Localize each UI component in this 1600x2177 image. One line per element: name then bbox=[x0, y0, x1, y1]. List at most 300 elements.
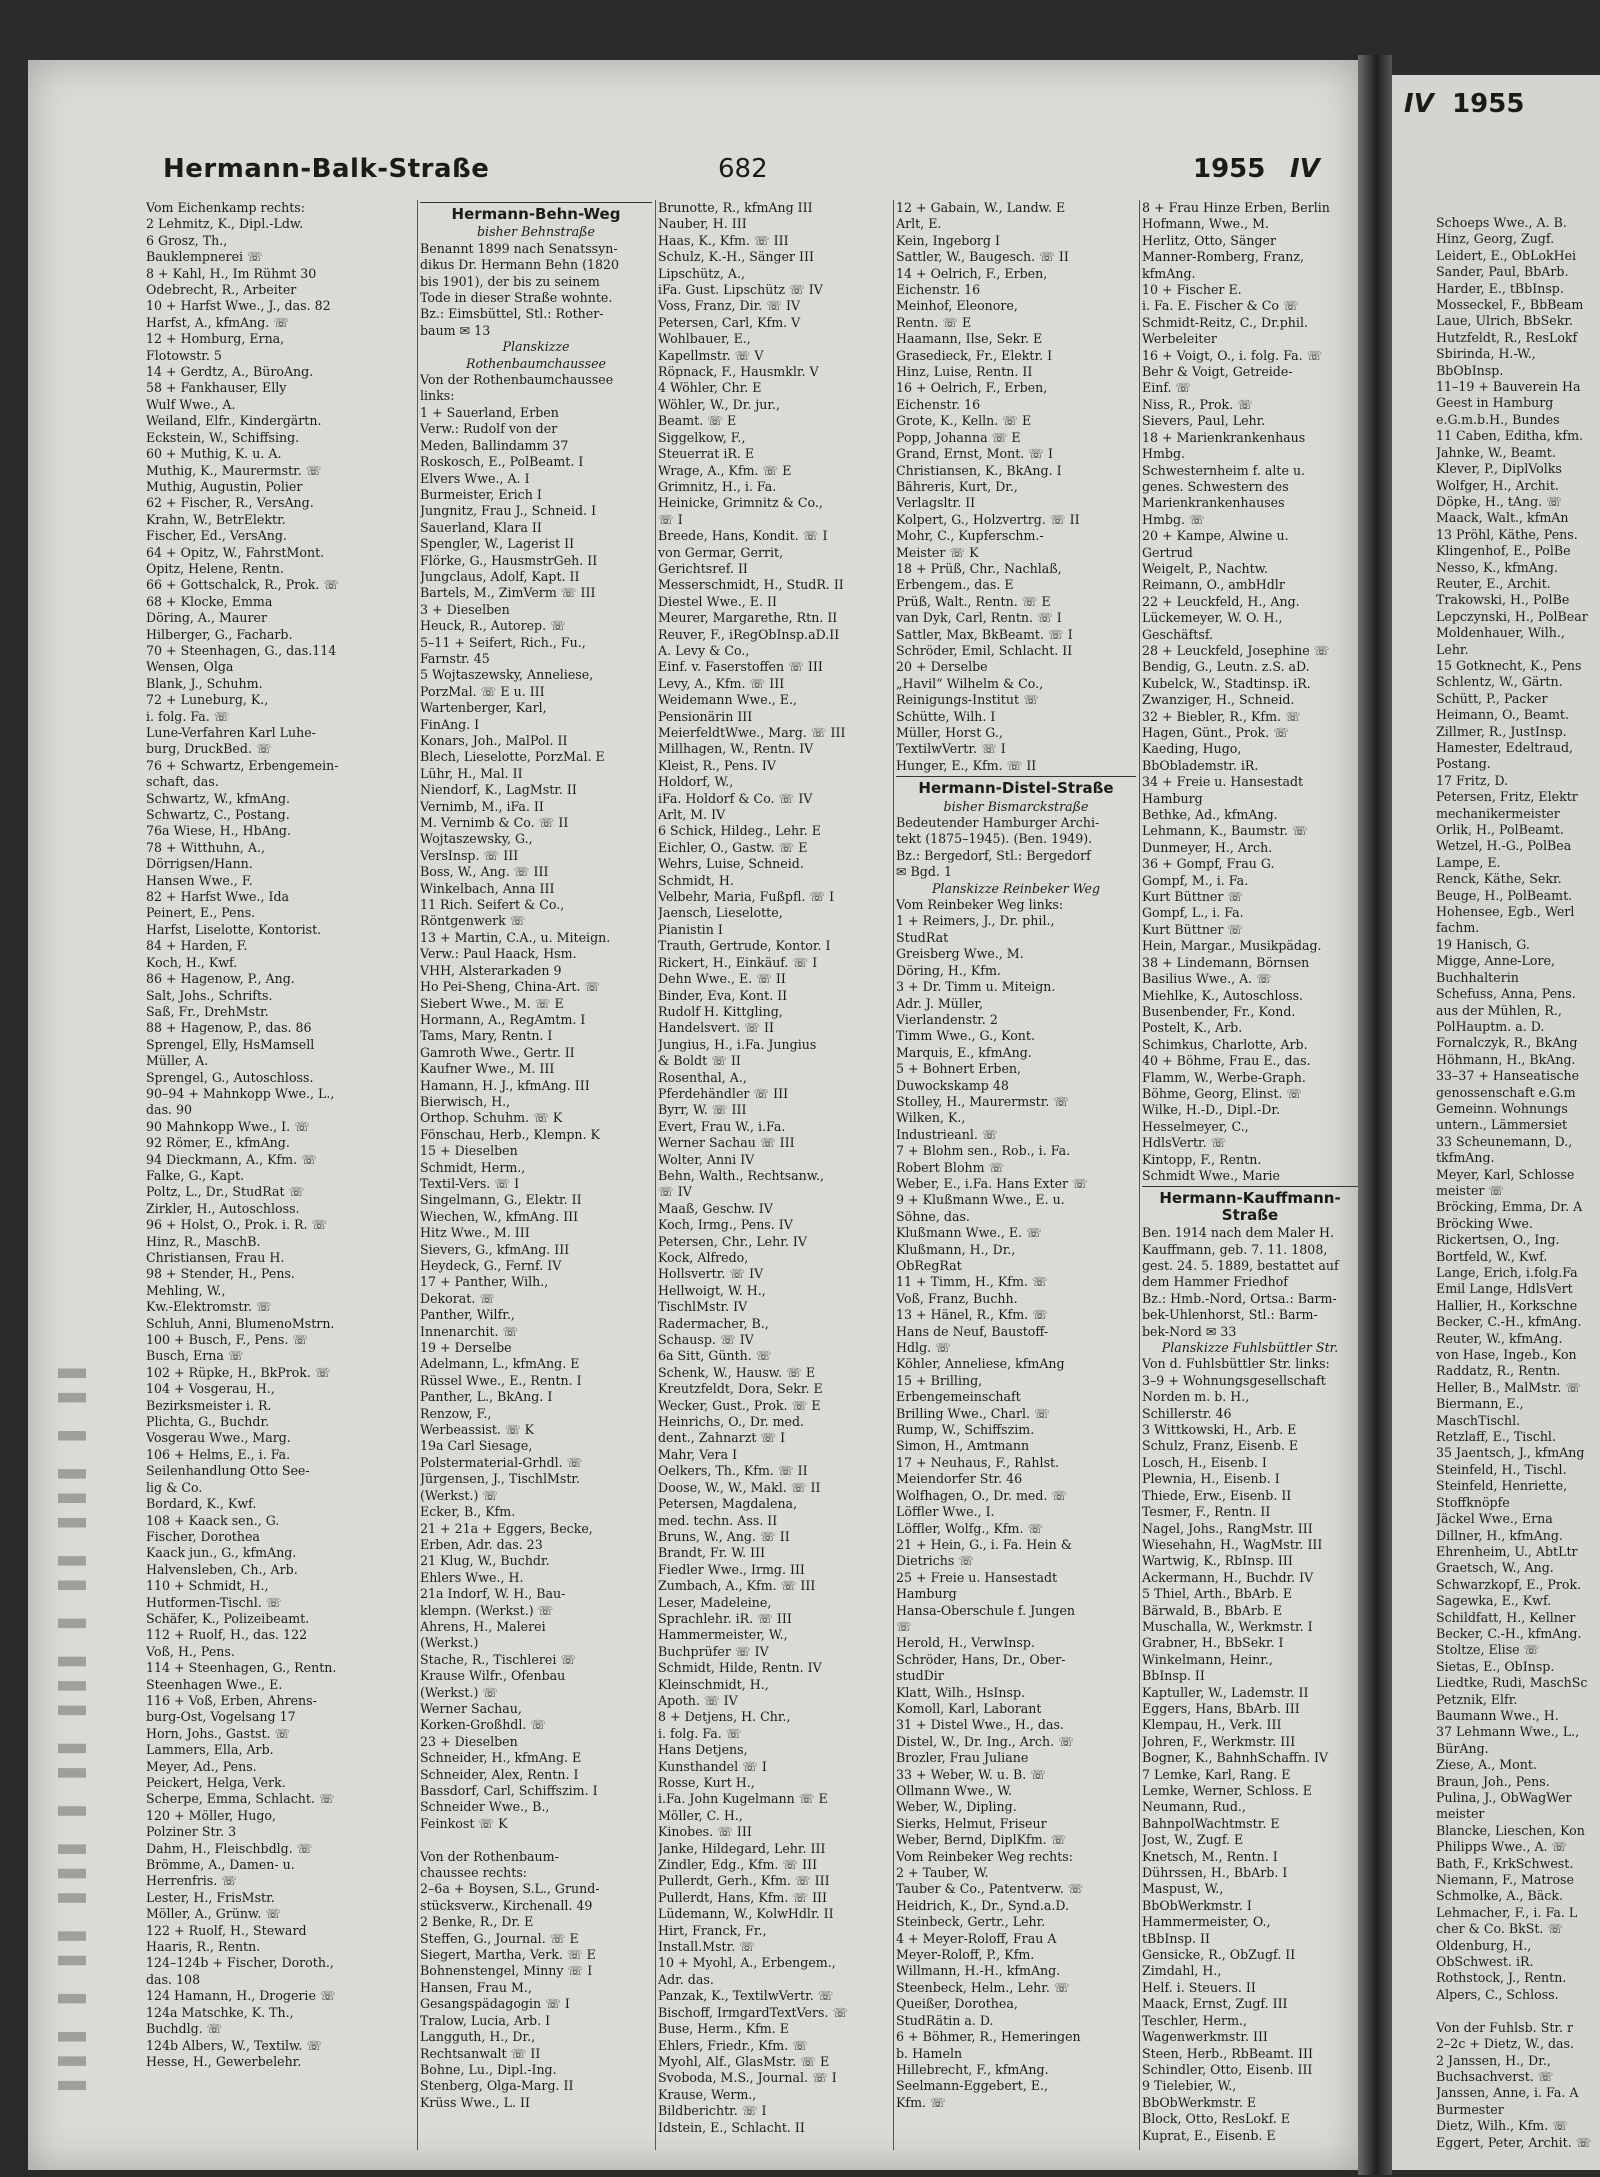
directory-entry: Voß, H., Pens. bbox=[146, 1643, 235, 1659]
directory-entry: Heimann, O., Beamt. bbox=[1436, 707, 1569, 723]
directory-entry: Schlentz, W., Gärtn. bbox=[1436, 674, 1563, 690]
directory-entry: Brilling Wwe., Charl. ☏ bbox=[896, 1405, 1050, 1421]
directory-entry: Bierwisch, H., bbox=[420, 1093, 511, 1109]
directory-entry: Heuck, R., Autorep. ☏ bbox=[420, 618, 566, 634]
directory-entry: Kintopp, F., Rentn. bbox=[1142, 1151, 1262, 1167]
directory-entry: Klußmann Wwe., E. ☏ bbox=[896, 1225, 1042, 1241]
directory-entry: Eggers, Hans, BbArb. III bbox=[1142, 1700, 1300, 1716]
directory-entry: 70 + Steenhagen, G., das.114 bbox=[146, 642, 337, 658]
directory-entry: BbObWerkmstr. E bbox=[1142, 2094, 1257, 2110]
directory-entry: Hamburg bbox=[896, 1586, 957, 1602]
directory-entry: Panther, L., BkAng. I bbox=[420, 1389, 553, 1405]
directory-entry: Gesangspädagogin ☏ I bbox=[420, 1996, 570, 2012]
directory-entry: 62 + Fischer, R., VersAng. bbox=[146, 495, 314, 511]
directory-entry: Sagewka, E., Kwf. bbox=[1436, 1593, 1552, 1609]
directory-entry: Orthop. Schuhm. ☏ K bbox=[420, 1110, 563, 1126]
directory-entry: 32 + Biebler, R., Kfm. ☏ bbox=[1142, 708, 1301, 724]
directory-entry: 35 Jaentsch, J., kfmAng bbox=[1436, 1445, 1585, 1461]
directory-entry: Industrieanl. ☏ bbox=[896, 1126, 998, 1142]
directory-entry: Jahnke, W., Beamt. bbox=[1436, 444, 1556, 460]
directory-entry: Willmann, H.-H., kfmAng. bbox=[896, 1963, 1061, 1979]
directory-entry: Hamburg bbox=[1142, 790, 1203, 806]
directory-entry: 96 + Holst, O., Prok. i. R. ☏ bbox=[146, 1217, 328, 1233]
directory-entry: Zirkler, H., Autoschloss. bbox=[146, 1200, 300, 1216]
directory-entry: dent., Zahnarzt ☏ I bbox=[658, 1430, 786, 1446]
directory-entry: Laue, Ulrich, BbSekr. bbox=[1436, 313, 1573, 329]
directory-entry: Steenbeck, Helm., Lehr. ☏ bbox=[896, 1979, 1070, 1995]
directory-entry: Ben. 1914 nach dem Maler H. bbox=[1142, 1225, 1335, 1241]
directory-entry: Werner Sachau, bbox=[420, 1700, 522, 1716]
directory-entry: Adr. das. bbox=[658, 1971, 714, 1987]
directory-entry: Wojtaszewsky, G., bbox=[420, 831, 533, 847]
directory-entry: 11 Caben, Editha, kfm. bbox=[1436, 428, 1584, 444]
directory-entry: 3 + Dieselben bbox=[420, 601, 510, 617]
directory-entry: Lammers, Ella, Arb. bbox=[146, 1742, 274, 1758]
directory-entry: Winkelbach, Anna III bbox=[420, 880, 555, 896]
directory-entry: Werbeleiter bbox=[1142, 331, 1217, 347]
directory-entry: Becker, C.-H., kfmAng. bbox=[1436, 1314, 1582, 1330]
directory-entry: Möller, A., Grünw. ☏ bbox=[146, 1906, 282, 1922]
directory-entry: Möller, C. H., bbox=[658, 1807, 743, 1823]
directory-entry: Ollmann Wwe., W. bbox=[896, 1783, 1012, 1798]
directory-entry: Hein, Margar., Musikpädag. bbox=[1142, 938, 1322, 954]
directory-entry: Lune-Verfahren Karl Luhe- bbox=[146, 725, 316, 740]
directory-entry: Hollsvertr. ☏ IV bbox=[658, 1266, 764, 1282]
directory-entry: Weber, E., i.Fa. Hans Exter ☏ bbox=[896, 1175, 1088, 1191]
directory-entry: Oldenburg, H., bbox=[1436, 1937, 1532, 1953]
directory-entry: 76 + Schwartz, Erbengemein- bbox=[146, 757, 339, 773]
directory-entry: Schillerstr. 46 bbox=[1142, 1405, 1232, 1421]
directory-entry: Löffler Wwe., I. bbox=[896, 1504, 995, 1520]
directory-entry: Geschäftsf. bbox=[1142, 626, 1214, 642]
directory-entry: Reuter, W., kfmAng. bbox=[1436, 1330, 1563, 1346]
directory-entry: 9 + Klußmann Wwe., E. u. bbox=[896, 1192, 1065, 1208]
directory-entry: Bz.: Bergedorf, Stl.: Bergedorf bbox=[896, 847, 1091, 863]
directory-entry: Schneider, H., kfmAng. E bbox=[420, 1750, 582, 1766]
directory-entry: Krause, Werm., bbox=[658, 2086, 757, 2102]
directory-entry: Meiendorfer Str. 46 bbox=[896, 1471, 1023, 1487]
directory-entry: Brandt, Fr. W. III bbox=[658, 1545, 766, 1561]
directory-entry: 15 + Dieselben bbox=[420, 1143, 518, 1159]
directory-entry: Schulz, Franz, Eisenb. E bbox=[1142, 1438, 1299, 1454]
directory-entry: Maack, Walt., kfmAn bbox=[1436, 510, 1569, 526]
directory-entry: Maspust, W., bbox=[1142, 1881, 1224, 1897]
directory-entry: Lipschütz, A., bbox=[658, 265, 745, 281]
directory-entry: ☏ bbox=[896, 1618, 912, 1634]
directory-entry: i. Fa. E. Fischer & Co ☏ bbox=[1142, 298, 1299, 314]
directory-entry: 16 + Oelrich, F., Erben, bbox=[896, 380, 1048, 396]
directory-column-2 bbox=[420, 200, 652, 2160]
left-page bbox=[28, 60, 1358, 2170]
directory-entry: 90–94 + Mahnkopp Wwe., L., bbox=[146, 1085, 335, 1101]
directory-entry: lig & Co. bbox=[146, 1479, 203, 1495]
directory-entry: BürAng. bbox=[1436, 1740, 1489, 1756]
directory-entry: 28 + Leuckfeld, Josephine ☏ bbox=[1142, 642, 1330, 658]
directory-entry: Langguth, H., Dr., bbox=[420, 2029, 536, 2045]
directory-entry: 19 Hanisch, G. bbox=[1436, 936, 1530, 952]
directory-entry: Robert Blohm ☏ bbox=[896, 1159, 1005, 1175]
directory-entry: Norden m. b. H., bbox=[1142, 1389, 1250, 1405]
directory-entry: 102 + Rüpke, H., BkProk. ☏ bbox=[146, 1364, 331, 1380]
directory-entry: Blech, Lieselotte, PorzMal. E bbox=[420, 749, 605, 765]
directory-entry: Becker, C.-H., kfmAng. bbox=[1436, 1625, 1582, 1641]
directory-entry: Adr. J. Müller, bbox=[896, 995, 984, 1011]
directory-entry: Wecker, Gust., Prok. ☏ E bbox=[658, 1397, 821, 1413]
directory-entry: Jaensch, Lieselotte, bbox=[658, 905, 783, 921]
directory-entry: Trauth, Gertrude, Kontor. I bbox=[658, 938, 831, 954]
directory-entry: meister bbox=[1436, 1806, 1485, 1822]
directory-entry: Kubelck, W., Stadtinsp. iR. bbox=[1142, 675, 1311, 691]
directory-entry: FinAng. I bbox=[420, 716, 480, 732]
column-divider bbox=[655, 200, 656, 2150]
directory-entry: Feinkost ☏ K bbox=[420, 1815, 508, 1831]
directory-entry: Rosenthal, A., bbox=[658, 1069, 747, 1085]
directory-entry: Zwanziger, H., Schneid. bbox=[1142, 692, 1295, 708]
directory-entry: Einf. v. Faserstoffen ☏ III bbox=[658, 659, 823, 675]
directory-entry: Schenk, W., Hausw. ☏ E bbox=[658, 1364, 816, 1380]
directory-entry: Schefuss, Anna, Pens. bbox=[1436, 986, 1576, 1002]
directory-entry: 9 Tielebier, W., bbox=[1142, 2078, 1237, 2094]
directory-entry: Petznik, Elfr. bbox=[1436, 1691, 1518, 1707]
directory-entry: Einf. ☏ bbox=[1142, 380, 1192, 396]
directory-entry: Block, Otto, ResLokf. E bbox=[1142, 2111, 1290, 2127]
directory-entry: Petersen, Carl, Kfm. V bbox=[658, 314, 801, 330]
directory-entry: Muthig, Augustin, Polier bbox=[146, 478, 303, 494]
directory-entry: TischlMstr. IV bbox=[658, 1299, 748, 1315]
directory-entry: Haaris, R., Rentn. bbox=[146, 1939, 261, 1955]
directory-entry: Hammermeister, W., bbox=[658, 1627, 788, 1643]
directory-entry: Adelmann, L., kfmAng. E bbox=[420, 1356, 580, 1372]
directory-entry: 124a Matschke, K. Th., bbox=[146, 2004, 294, 2020]
directory-entry: Brömme, A., Damen- u. bbox=[146, 1857, 295, 1873]
directory-entry: 10 + Myohl, A., Erbengem., bbox=[658, 1955, 836, 1971]
directory-entry: meister ☏ bbox=[1436, 1182, 1505, 1198]
directory-entry: Eichler, O., Gastw. ☏ E bbox=[658, 839, 808, 855]
directory-entry: PolHauptm. a. D. bbox=[1436, 1018, 1545, 1034]
column-divider bbox=[1139, 200, 1140, 2150]
directory-entry: 11 Rich. Seifert & Co., bbox=[420, 897, 565, 913]
directory-entry: Erbengem., das. E bbox=[896, 577, 1014, 593]
directory-entry: 38 + Lindemann, Börnsen bbox=[1142, 954, 1310, 970]
directory-entry: Fönschau, Herb., Klempn. K bbox=[420, 1126, 600, 1142]
directory-entry: 5 Thiel, Arth., BbArb. E bbox=[1142, 1586, 1293, 1602]
directory-entry: Wensen, Olga bbox=[146, 659, 234, 675]
directory-entry: Renck, Käthe, Sekr. bbox=[1436, 871, 1562, 887]
directory-entry: Handelsvert. ☏ II bbox=[658, 1020, 774, 1036]
directory-entry: Buchsachverst. ☏ bbox=[1436, 2068, 1554, 2084]
directory-entry: Wolter, Anni IV bbox=[658, 1151, 755, 1167]
directory-entry: Doose, W., W., Makl. ☏ II bbox=[658, 1479, 821, 1495]
directory-entry: Jungnitz, Frau J., Schneid. I bbox=[420, 503, 597, 519]
directory-entry: PorzMal. ☏ E u. III bbox=[420, 683, 545, 699]
directory-entry: Manner-Romberg, Franz, bbox=[1142, 249, 1304, 265]
directory-entry: Schneider, Alex, Rentn. I bbox=[420, 1766, 579, 1782]
directory-entry: Harfst, A., kfmAng. ☏ bbox=[146, 314, 290, 330]
directory-entry: ☏ I bbox=[658, 511, 683, 527]
directory-entry: Halvensleben, Ch., Arb. bbox=[146, 1561, 298, 1577]
directory-entry: Leser, Madeleine, bbox=[658, 1594, 772, 1610]
directory-entry: Sattler, W., Baugesch. ☏ II bbox=[896, 249, 1069, 265]
directory-entry: Roskosch, E., PolBeamt. I bbox=[420, 454, 584, 470]
directory-entry: 18 + Marienkrankenhaus bbox=[1142, 429, 1306, 445]
directory-entry: Hansa-Oberschule f. Jungen bbox=[896, 1602, 1076, 1618]
directory-entry: Fischer, Ed., VersAng. bbox=[146, 528, 287, 544]
directory-entry: 4 Wöhler, Chr. E bbox=[658, 380, 762, 396]
directory-entry: i.Fa. John Kugelmann ☏ E bbox=[658, 1791, 828, 1807]
directory-entry: Sievers, Paul, Lehr. bbox=[1142, 413, 1266, 429]
directory-entry: Muthig, K., Maurermstr. ☏ bbox=[146, 462, 322, 478]
directory-entry: Dahm, H., Fleischbdlg. ☏ bbox=[146, 1840, 313, 1856]
directory-entry: von Germar, Gerrit, bbox=[658, 544, 784, 560]
directory-entry: Brozler, Frau Juliane bbox=[896, 1750, 1029, 1766]
directory-entry: tkfmAng. bbox=[1436, 1150, 1495, 1166]
directory-entry: Höhmann, H., BkAng. bbox=[1436, 1051, 1576, 1067]
directory-entry: Panzak, K., TextilwVertr. ☏ bbox=[658, 1988, 834, 2004]
directory-entry: Konars, Joh., MalPol. II bbox=[420, 733, 568, 748]
directory-entry: Levy, A., Kfm. ☏ III bbox=[658, 675, 785, 691]
directory-entry: VersInsp. ☏ III bbox=[420, 847, 519, 863]
directory-entry: 98 + Stender, H., Pens. bbox=[146, 1266, 295, 1282]
directory-entry: Kleist, R., Pens. IV bbox=[658, 757, 776, 773]
directory-entry: Horn, Johs., Gastst. ☏ bbox=[146, 1725, 291, 1741]
directory-entry: Wrage, A., Kfm. ☏ E bbox=[658, 462, 792, 478]
directory-entry: Schoeps Wwe., A. B. bbox=[1436, 215, 1567, 230]
directory-entry: BbObInsp. bbox=[1436, 362, 1504, 378]
directory-entry: bis 1901), der bis zu seinem bbox=[420, 273, 600, 289]
directory-entry: 2 Lehmitz, K., Dipl.-Ldw. bbox=[146, 216, 304, 232]
directory-entry: 108 + Kaack sen., G. bbox=[146, 1512, 280, 1528]
directory-entry: Jungclaus, Adolf, Kapt. II bbox=[420, 568, 580, 584]
directory-entry: Fiedler Wwe., Irmg. III bbox=[658, 1561, 805, 1577]
directory-entry: Hdlg. ☏ bbox=[896, 1340, 951, 1356]
directory-entry: Behn, Walth., Rechtsanw., bbox=[658, 1167, 825, 1183]
directory-entry: Harfst, Liselotte, Kontorist. bbox=[146, 921, 322, 937]
directory-entry: Reinigungs-Institut ☏ bbox=[896, 692, 1039, 708]
directory-entry: ObSchwest. iR. bbox=[1436, 1954, 1534, 1970]
directory-entry: 106 + Helms, E., i. Fa. bbox=[146, 1446, 291, 1462]
directory-entry: Dührssen, H., BbArb. I bbox=[1142, 1865, 1288, 1881]
directory-entry: Gompf, L., i. Fa. bbox=[1142, 905, 1244, 921]
directory-entry: Hofmann, Wwe., M. bbox=[1142, 216, 1269, 232]
directory-entry: 33 + Weber, W. u. B. ☏ bbox=[896, 1766, 1046, 1782]
directory-entry: Weiland, Elfr., Kindergärtn. bbox=[146, 413, 322, 429]
directory-entry: Zimdahl, H., bbox=[1142, 1963, 1222, 1979]
directory-entry: Wiesehahn, H., WagMstr. III bbox=[1142, 1536, 1323, 1552]
directory-entry: Diestel Wwe., E. II bbox=[658, 593, 777, 609]
directory-entry: Beamt. ☏ E bbox=[658, 413, 737, 429]
directory-entry: Apoth. ☏ IV bbox=[658, 1692, 738, 1708]
directory-entry: kfmAng. bbox=[1142, 265, 1196, 281]
directory-entry: BbInsp. II bbox=[1142, 1668, 1205, 1684]
directory-entry: A. Levy & Co., bbox=[658, 642, 750, 658]
directory-entry: Sievers, G., kfmAng. III bbox=[420, 1241, 570, 1257]
directory-entry: Schneider Wwe., B., bbox=[420, 1799, 550, 1815]
directory-entry: Wilken, K., bbox=[896, 1110, 966, 1126]
directory-entry: 8 + Detjens, H. Chr., bbox=[658, 1709, 791, 1725]
directory-entry: 7 + Blohm sen., Rob., i. Fa. bbox=[896, 1143, 1071, 1159]
directory-entry: Schwarzkopf, E., Prok. bbox=[1436, 1576, 1582, 1592]
directory-entry: Rentn. ☏ E bbox=[896, 314, 972, 330]
directory-entry: 124b Albers, W., Textilw. ☏ bbox=[146, 2037, 323, 2053]
directory-entry: Christiansen, Frau H. bbox=[146, 1250, 285, 1265]
directory-entry: Vom Eichenkamp rechts: bbox=[146, 200, 305, 215]
header-volume: IV bbox=[1290, 154, 1320, 184]
directory-entry: 21 Klug, W., Buchdr. bbox=[420, 1553, 550, 1569]
directory-entry: Opitz, Helene, Rentn. bbox=[146, 560, 284, 576]
directory-entry: Wehrs, Luise, Schneid. bbox=[658, 856, 804, 872]
directory-entry: Myohl, Alf., GlasMstr. ☏ E bbox=[658, 2053, 830, 2069]
directory-entry: Hillebrecht, F., kfmAng. bbox=[896, 2061, 1049, 2077]
directory-entry: Heinrichs, O., Dr. med. bbox=[658, 1414, 805, 1430]
directory-entry: Eichenstr. 16 bbox=[896, 396, 981, 412]
directory-entry: Kunsthandel ☏ I bbox=[658, 1758, 767, 1774]
directory-entry: Stolley, H., Maurermstr. ☏ bbox=[896, 1093, 1070, 1109]
directory-entry: Bz.: Eimsbüttel, Stl.: Rother- bbox=[420, 306, 604, 322]
directory-entry: Petersen, Magdalena, bbox=[658, 1496, 798, 1512]
directory-entry: 82 + Harfst Wwe., Ida bbox=[146, 889, 290, 905]
directory-entry: Müller, A. bbox=[146, 1053, 209, 1069]
directory-entry: Fornalczyk, R., BkAng bbox=[1436, 1035, 1578, 1051]
directory-entry: Klingenhof, E., PolBe bbox=[1436, 543, 1571, 559]
directory-entry: (Werkst.) ☏ bbox=[420, 1487, 499, 1503]
directory-entry: Schütte, Wilh. I bbox=[896, 708, 996, 724]
directory-entry: Velbehr, Maria, Fußpfl. ☏ I bbox=[658, 889, 835, 905]
directory-entry: Queißer, Dorothea, bbox=[896, 1996, 1018, 2012]
directory-entry: 64 + Opitz, W., FahrstMont. bbox=[146, 544, 325, 560]
directory-entry: 66 + Gottschalck, R., Prok. ☏ bbox=[146, 577, 340, 593]
directory-entry: Hinz, Georg, Zugf. bbox=[1436, 231, 1555, 247]
directory-entry: Kolpert, G., Holzvertrg. ☏ II bbox=[896, 511, 1080, 527]
directory-entry: Odebrecht, R., Arbeiter bbox=[146, 282, 297, 298]
directory-entry: Flamm, W., Werbe-Graph. bbox=[1142, 1069, 1306, 1085]
directory-entry: Geest in Hamburg bbox=[1436, 395, 1554, 411]
directory-entry: Verw.: Rudolf von der bbox=[420, 421, 558, 437]
directory-entry: Schwartz, C., Postang. bbox=[146, 807, 290, 823]
directory-entry: 16 + Voigt, O., i. folg. Fa. ☏ bbox=[1142, 347, 1323, 363]
directory-entry: genes. Schwestern des bbox=[1142, 478, 1289, 494]
directory-entry: Sattler, Max, BkBeamt. ☏ I bbox=[896, 626, 1073, 642]
directory-entry: Busch, Erna ☏ bbox=[146, 1348, 244, 1364]
street-note: bisher Behnstraße bbox=[477, 224, 595, 240]
directory-entry: Thiede, Erw., Eisenb. II bbox=[1142, 1487, 1292, 1503]
directory-entry: Sauerland, Klara II bbox=[420, 519, 542, 535]
directory-entry: Jost, W., Zugf. E bbox=[1142, 1832, 1244, 1848]
directory-entry: Schmidt, Hilde, Rentn. IV bbox=[658, 1660, 822, 1676]
directory-entry: Stache, R., Tischlerei ☏ bbox=[420, 1651, 577, 1667]
directory-entry: Schildfatt, H., Kellner bbox=[1436, 1609, 1576, 1625]
directory-entry: Komoll, Karl, Laborant bbox=[896, 1700, 1042, 1716]
header-page-number: 682 bbox=[718, 154, 768, 184]
directory-entry: studDir bbox=[896, 1668, 944, 1684]
directory-entry: Hammermeister, O., bbox=[1142, 1914, 1271, 1930]
directory-entry: Pianistin I bbox=[658, 921, 723, 937]
directory-entry: Stoffknöpfe bbox=[1436, 1494, 1510, 1510]
directory-entry: Hinz, Luise, Rentn. II bbox=[896, 364, 1033, 380]
directory-entry: Meyer, Karl, Schlosse bbox=[1436, 1166, 1575, 1182]
directory-entry: Schäfer, K., Polizeibeamt. bbox=[146, 1610, 310, 1626]
directory-entry: Hamann, H. J., kfmAng. III bbox=[420, 1077, 590, 1093]
directory-entry: Oelkers, Th., Kfm. ☏ II bbox=[658, 1463, 808, 1479]
directory-entry: Schwesternheim f. alte u. bbox=[1142, 462, 1306, 478]
street-heading: Hermann-Distel-Straße bbox=[896, 776, 1136, 796]
directory-entry: Weigelt, P., Nachtw. bbox=[1142, 560, 1268, 576]
directory-entry: 104 + Vosgerau, H., bbox=[146, 1381, 275, 1397]
directory-entry: 18 + Prüß, Chr., Nachlaß, bbox=[896, 560, 1062, 576]
directory-entry: Byrr, W. ☏ III bbox=[658, 1102, 747, 1118]
directory-entry: Sprachlehr. iR. ☏ III bbox=[658, 1610, 792, 1626]
directory-entry: 112 + Ruolf, H., das. 122 bbox=[146, 1627, 308, 1643]
directory-entry: 6 Schick, Hildeg., Lehr. E bbox=[658, 823, 821, 839]
directory-entry: Peinert, E., Pens. bbox=[146, 905, 256, 921]
directory-entry: Hormann, A., RegAmtm. I bbox=[420, 1011, 586, 1027]
street-note: Planskizze Fuhlsbüttler Str. bbox=[1161, 1340, 1339, 1356]
directory-entry: Weidemann Wwe., E., bbox=[658, 692, 797, 708]
directory-entry: Weber, W., Dipling. bbox=[896, 1799, 1017, 1815]
directory-entry: Reuter, E., Archit. bbox=[1436, 575, 1551, 591]
directory-entry: Fischer, Dorothea bbox=[146, 1528, 260, 1544]
directory-entry: 110 + Schmidt, H., bbox=[146, 1578, 269, 1594]
directory-entry: Dietrichs ☏ bbox=[896, 1553, 975, 1569]
directory-entry: 60 + Muthig, K. u. A. bbox=[146, 446, 282, 462]
directory-entry: Voß, Franz, Buchh. bbox=[896, 1290, 1018, 1306]
directory-entry: Bedeutender Hamburger Archi- bbox=[896, 815, 1100, 831]
directory-entry: Meyer-Roloff, P., Kfm. bbox=[896, 1947, 1035, 1963]
directory-entry: klempn. (Werkst.) ☏ bbox=[420, 1602, 554, 1618]
directory-entry: 1 + Sauerland, Erben bbox=[420, 404, 559, 420]
directory-entry: Dehn Wwe., E. ☏ II bbox=[658, 971, 786, 987]
directory-entry: Janke, Hildegard, Lehr. III bbox=[658, 1840, 826, 1856]
directory-entry: Grabner, H., BbSekr. I bbox=[1142, 1635, 1284, 1651]
directory-entry: Kapellmstr. ☏ V bbox=[658, 347, 764, 363]
directory-entry: Hans Detjens, bbox=[658, 1742, 748, 1758]
directory-entry: Eckstein, W., Schiffsing. bbox=[146, 429, 300, 445]
directory-entry: 20 + Derselbe bbox=[896, 659, 988, 675]
directory-entry: 2–6a + Boysen, S.L., Grund- bbox=[420, 1881, 600, 1897]
directory-entry: Brunotte, R., kfmAng III bbox=[658, 200, 813, 215]
directory-entry: Hmbg. bbox=[1142, 446, 1186, 462]
directory-entry: Schmidt Wwe., Marie bbox=[1142, 1167, 1280, 1183]
directory-entry: Hunger, E., Kfm. ☏ II bbox=[896, 757, 1037, 773]
directory-entry: Bruns, W., Ang. ☏ II bbox=[658, 1528, 790, 1544]
directory-entry: Rothstock, J., Rentn. bbox=[1436, 1970, 1567, 1986]
directory-entry: Christiansen, K., BkAng. I bbox=[896, 462, 1062, 478]
right-header-year: 1955 bbox=[1452, 89, 1525, 119]
directory-entry: Hohensee, Egb., Werl bbox=[1436, 904, 1575, 920]
directory-entry: Plewnia, H., Eisenb. I bbox=[1142, 1471, 1280, 1487]
directory-entry: Bz.: Hmb.-Nord, Ortsa.: Barm- bbox=[1142, 1290, 1337, 1306]
directory-entry: Von d. Fuhlsbüttler Str. links: bbox=[1142, 1356, 1330, 1372]
directory-entry: 33 Scheunemann, D., bbox=[1436, 1133, 1573, 1149]
directory-entry: Buchhalterin bbox=[1436, 969, 1519, 985]
directory-entry: Hirt, Franck, Fr., bbox=[658, 1922, 767, 1938]
directory-entry: Flörke, G., HausmstrGeh. II bbox=[420, 552, 598, 568]
directory-entry: 11 + Timm, H., Kfm. ☏ bbox=[896, 1274, 1048, 1290]
directory-entry: Weber, Bernd, DiplKfm. ☏ bbox=[896, 1832, 1067, 1848]
directory-entry: Basilius Wwe., A. ☏ bbox=[1142, 971, 1272, 987]
directory-entry: ObRegRat bbox=[896, 1258, 962, 1273]
directory-entry: 8 + Kahl, H., Im Rühmt 30 bbox=[146, 265, 317, 281]
directory-entry: Kleinschmidt, H., bbox=[658, 1676, 769, 1692]
directory-entry: Wagenwerkmstr. III bbox=[1142, 2029, 1268, 2045]
directory-entry: Messerschmidt, H., StudR. II bbox=[658, 577, 844, 593]
directory-entry: Holdorf, W., bbox=[658, 774, 734, 790]
directory-entry: Biermann, E., bbox=[1436, 1396, 1524, 1412]
street-note: Planskizze bbox=[502, 339, 570, 355]
directory-entry: Duwockskamp 48 bbox=[896, 1077, 1009, 1093]
directory-entry: MeierfeldtWwe., Marg. ☏ III bbox=[658, 725, 846, 740]
directory-entry: Popp, Johanna ☏ E bbox=[896, 429, 1021, 445]
directory-entry: Müller, Horst G., bbox=[896, 725, 1003, 740]
